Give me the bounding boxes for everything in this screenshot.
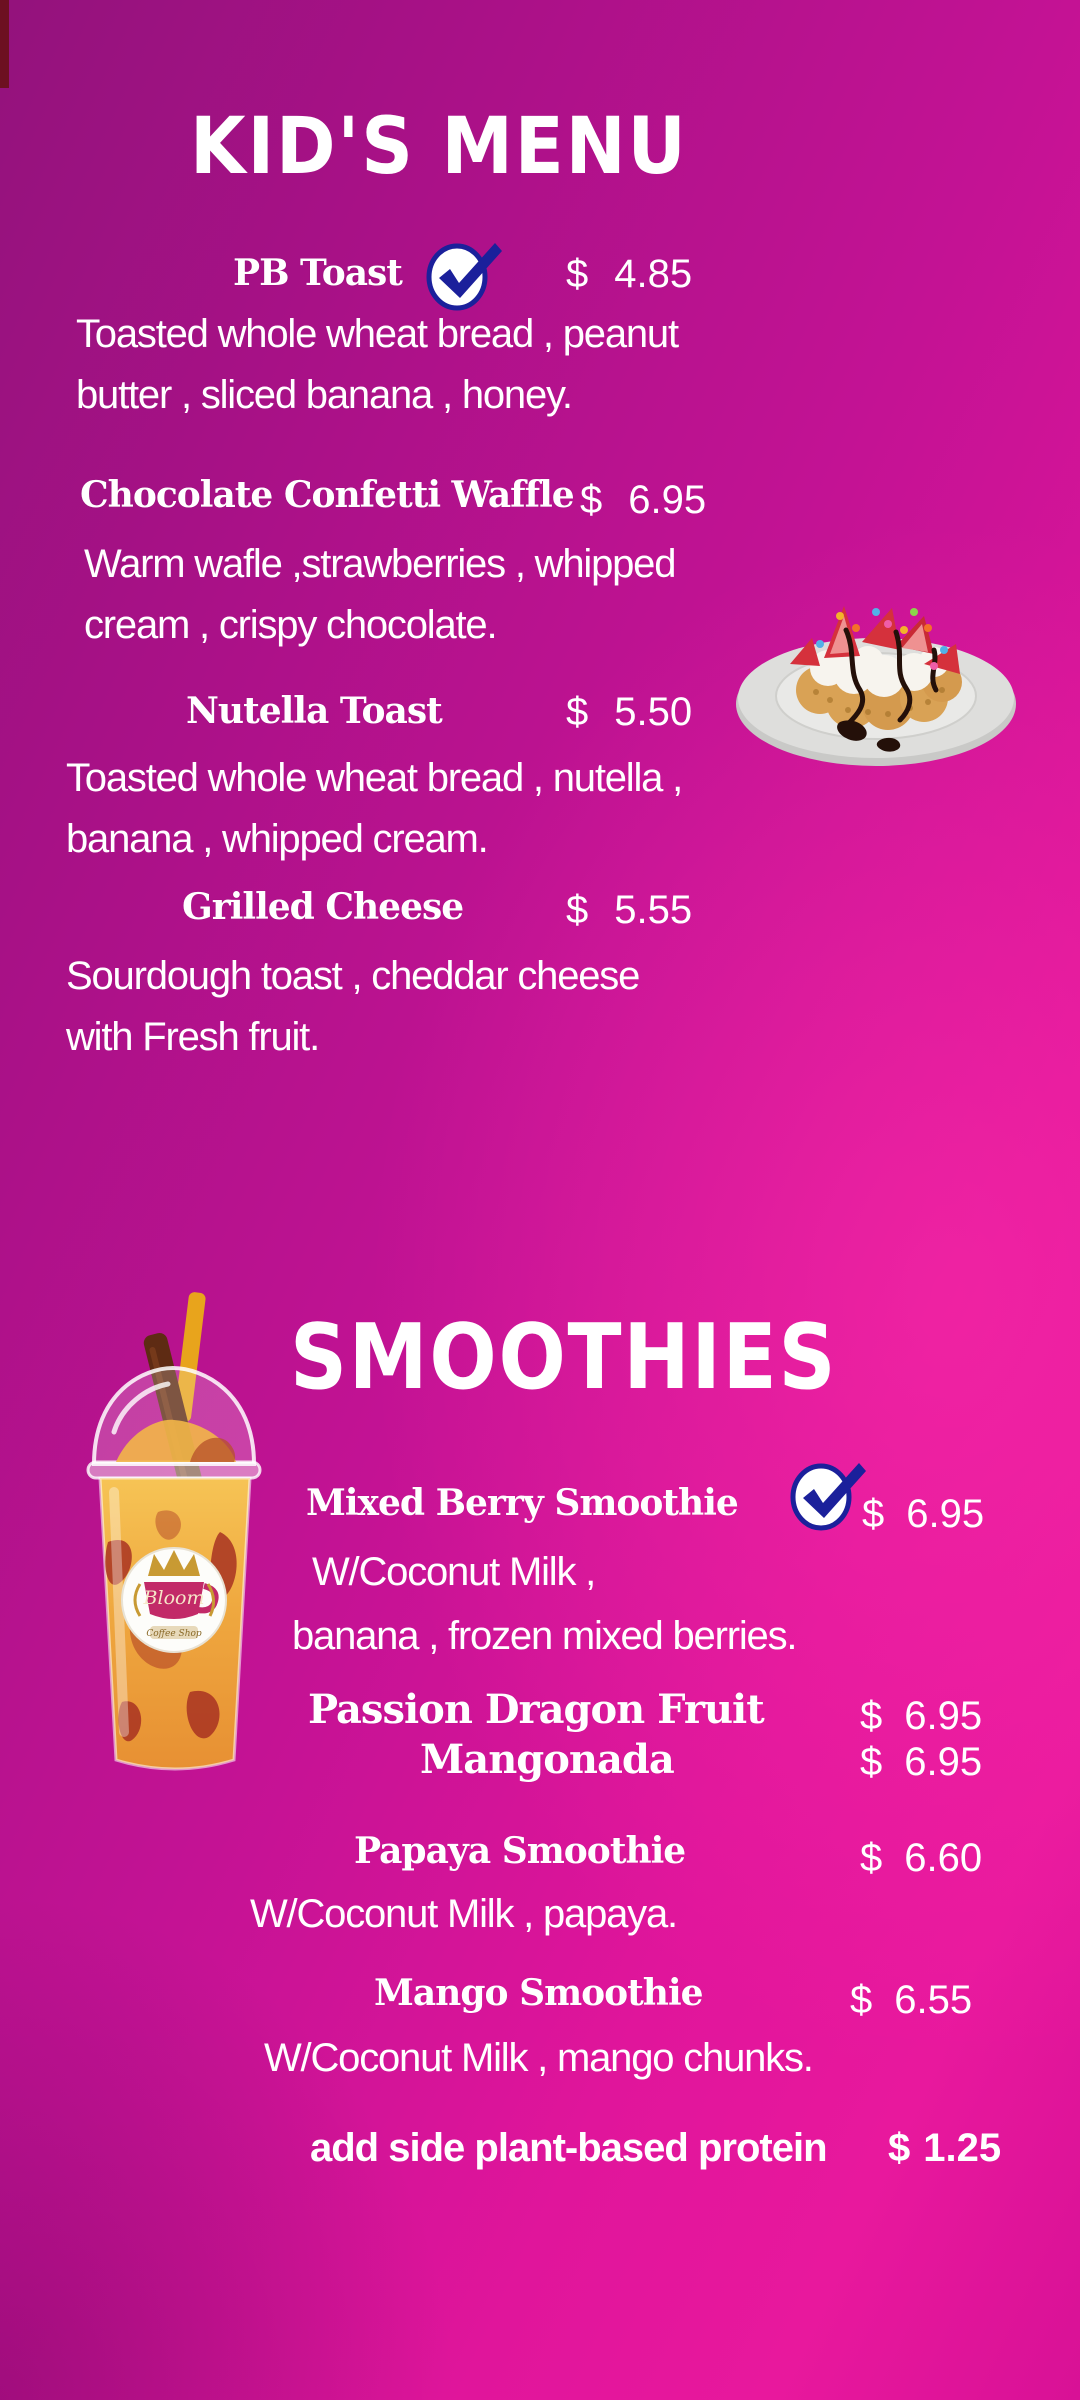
item-name-pb-toast: PB Toast	[233, 252, 402, 294]
item-price	[566, 252, 692, 297]
price-currency: $	[850, 1978, 873, 2022]
price-currency: $	[566, 690, 589, 734]
description-line: Warm wafle ,strawberries , whipped	[84, 542, 676, 586]
price-currency: $	[860, 1740, 883, 1784]
item-description	[76, 304, 678, 426]
item-description	[292, 1606, 796, 1667]
waffle-photo	[728, 572, 1024, 794]
item-name-mangonada: Mangonada	[420, 1736, 674, 1783]
item-price	[860, 1694, 982, 1739]
check-icon	[788, 1458, 868, 1532]
description-line: butter , sliced banana , honey.	[76, 373, 572, 417]
item-name-grilled-cheese: Grilled Cheese	[182, 886, 464, 928]
logo-text: Bloom	[143, 1587, 205, 1609]
price-amount: 6.55	[894, 1978, 973, 2022]
price-amount: 6.95	[906, 1492, 985, 1536]
bloom-logo	[122, 1548, 226, 1652]
item-description	[66, 748, 682, 870]
price-currency: $	[888, 2126, 911, 2170]
description-line: Toasted whole wheat bread , peanut	[76, 312, 678, 356]
item-description	[84, 534, 675, 656]
price-currency: $	[566, 888, 589, 932]
item-name-mixed-berry-smoothie: Mixed Berry Smoothie	[306, 1482, 738, 1524]
item-price	[580, 478, 706, 523]
price-currency: $	[860, 1836, 883, 1880]
item-name-mango-smoothie: Mango Smoothie	[374, 1972, 703, 2014]
item-price	[850, 1978, 972, 2023]
description-line: Sourdough toast , cheddar cheese	[66, 954, 640, 998]
item-description	[250, 1884, 677, 1945]
description-line: W/Coconut Milk ,	[312, 1550, 596, 1594]
price-currency: $	[566, 252, 589, 296]
price-amount: 1.25	[923, 2126, 1002, 2170]
description-line: W/Coconut Milk , mango chunks.	[264, 2036, 813, 2080]
item-name-chocolate-confetti-waffle: Chocolate Confetti Waffle	[80, 474, 574, 516]
description-line: banana , frozen mixed berries.	[292, 1614, 797, 1658]
description-line: cream , crispy chocolate.	[84, 603, 497, 647]
item-price	[860, 1836, 982, 1881]
price-amount: 4.85	[614, 252, 693, 296]
addon-price	[888, 2126, 1001, 2171]
kids-menu-title: KID'S MENU	[190, 102, 688, 192]
item-description	[312, 1542, 595, 1603]
item-name-passion-dragon-fruit: Passion Dragon Fruit	[308, 1686, 764, 1733]
item-description	[66, 946, 639, 1068]
item-name-nutella-toast: Nutella Toast	[186, 690, 442, 732]
price-amount: 5.55	[614, 888, 693, 932]
smoothie-photo	[70, 1292, 280, 1792]
price-amount: 6.95	[904, 1694, 983, 1738]
price-amount: 5.50	[614, 690, 693, 734]
price-amount: 6.95	[628, 478, 707, 522]
item-price	[862, 1492, 984, 1537]
price-amount: 6.60	[904, 1836, 983, 1880]
price-currency: $	[862, 1492, 885, 1536]
smoothies-title: SMOOTHIES	[290, 1305, 838, 1410]
logo-subtext: Coffee Shop	[146, 1629, 202, 1639]
description-line: W/Coconut Milk , papaya.	[250, 1892, 677, 1936]
item-price	[860, 1740, 982, 1785]
check-icon	[424, 238, 504, 312]
description-line: banana , whipped cream.	[66, 817, 488, 861]
price-amount: 6.95	[904, 1740, 983, 1784]
description-line: with Fresh fruit.	[66, 1015, 319, 1059]
description-line: Toasted whole wheat bread , nutella ,	[66, 756, 683, 800]
price-currency: $	[860, 1694, 883, 1738]
price-currency: $	[580, 478, 603, 522]
item-name-papaya-smoothie: Papaya Smoothie	[354, 1830, 686, 1872]
addon-label: add side plant-based protein	[310, 2126, 827, 2170]
item-price	[566, 888, 692, 933]
item-description	[264, 2028, 813, 2089]
item-price	[566, 690, 692, 735]
left-edge-artifact	[0, 0, 9, 88]
